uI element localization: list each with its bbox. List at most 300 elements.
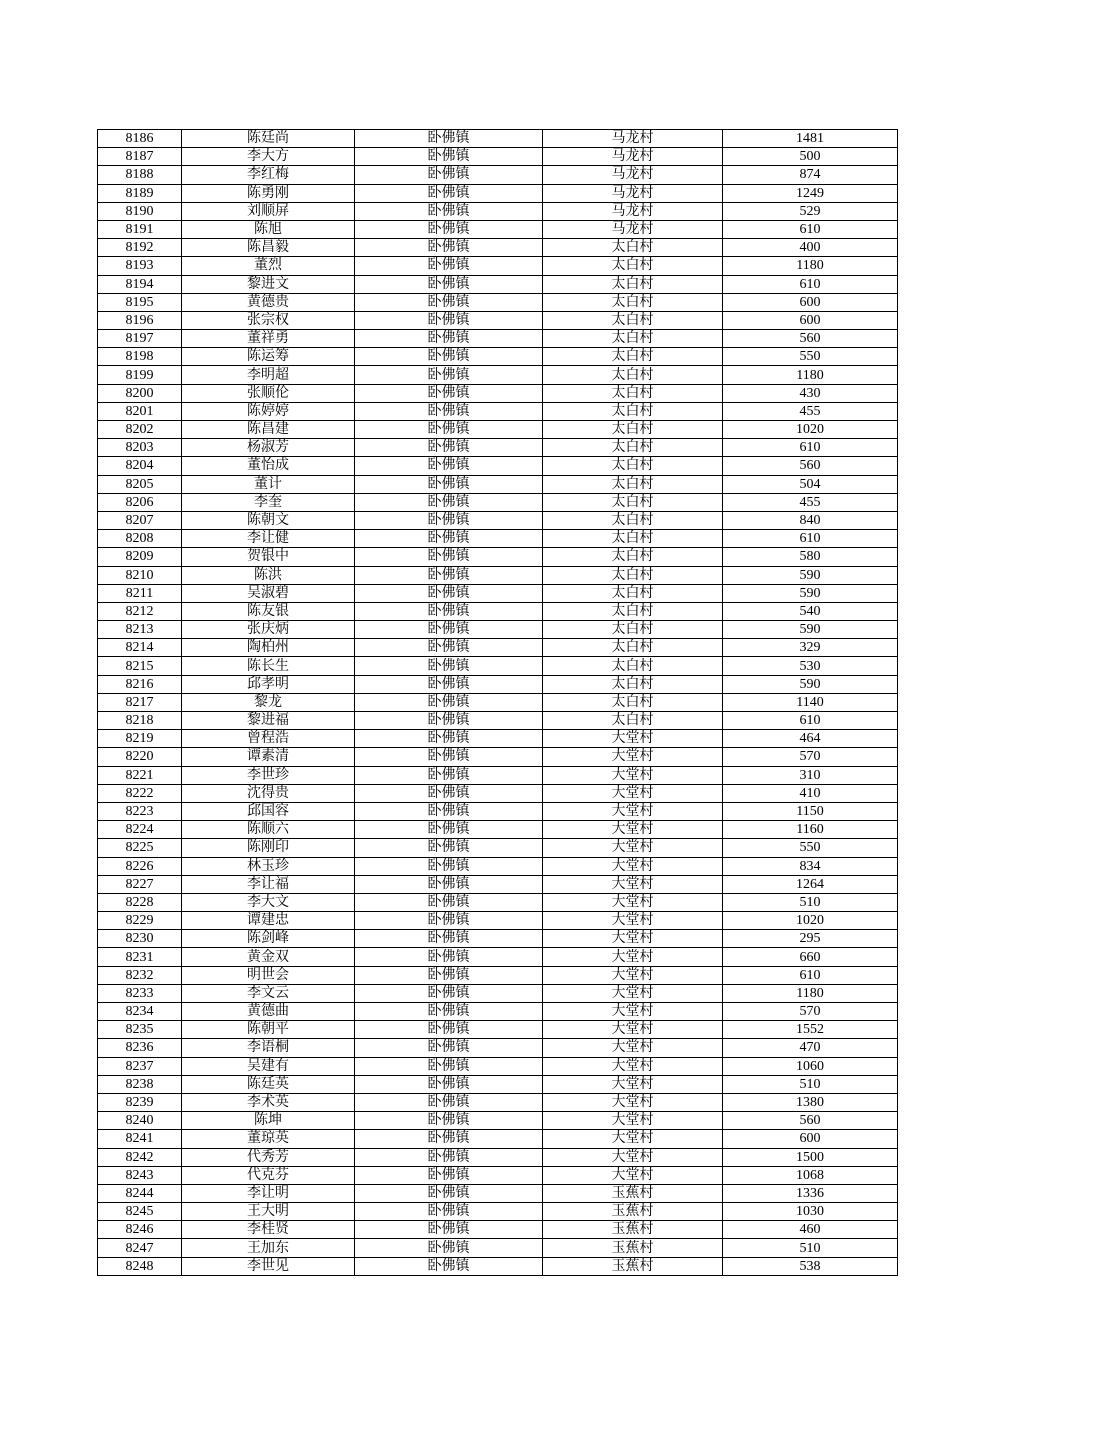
town-cell: 卧佛镇	[355, 348, 543, 366]
amount-cell: 610	[723, 439, 898, 457]
town-cell: 卧佛镇	[355, 730, 543, 748]
name-cell: 李世见	[182, 1257, 355, 1275]
village-cell: 太白村	[543, 275, 723, 293]
name-cell: 代克芬	[182, 1166, 355, 1184]
table-row	[98, 530, 898, 548]
amount-cell: 610	[723, 275, 898, 293]
row-number-cell: 8204	[98, 457, 182, 475]
town-cell: 卧佛镇	[355, 548, 543, 566]
village-cell: 玉蕉村	[543, 1203, 723, 1221]
row-number-cell: 8213	[98, 621, 182, 639]
row-number-cell: 8227	[98, 875, 182, 893]
table-row	[98, 439, 898, 457]
name-cell: 陈婷婷	[182, 402, 355, 420]
town-cell: 卧佛镇	[355, 1112, 543, 1130]
village-cell: 大堂村	[543, 930, 723, 948]
row-number-cell: 8220	[98, 748, 182, 766]
village-cell: 太白村	[543, 402, 723, 420]
name-cell: 张顺伦	[182, 384, 355, 402]
village-cell: 太白村	[543, 475, 723, 493]
town-cell: 卧佛镇	[355, 1239, 543, 1257]
town-cell: 卧佛镇	[355, 220, 543, 238]
amount-cell: 529	[723, 202, 898, 220]
town-cell: 卧佛镇	[355, 148, 543, 166]
village-cell: 大堂村	[543, 1166, 723, 1184]
amount-cell: 510	[723, 893, 898, 911]
town-cell: 卧佛镇	[355, 966, 543, 984]
roster-sheet	[97, 129, 898, 1276]
town-cell: 卧佛镇	[355, 657, 543, 675]
town-cell: 卧佛镇	[355, 1221, 543, 1239]
village-cell: 大堂村	[543, 730, 723, 748]
town-cell: 卧佛镇	[355, 784, 543, 802]
name-cell: 陈勇刚	[182, 184, 355, 202]
town-cell: 卧佛镇	[355, 893, 543, 911]
row-number-cell: 8193	[98, 257, 182, 275]
row-number-cell: 8205	[98, 475, 182, 493]
amount-cell: 570	[723, 748, 898, 766]
town-cell: 卧佛镇	[355, 802, 543, 820]
table-row	[98, 293, 898, 311]
row-number-cell: 8191	[98, 220, 182, 238]
row-number-cell: 8197	[98, 330, 182, 348]
row-number-cell: 8216	[98, 675, 182, 693]
name-cell: 黄金双	[182, 948, 355, 966]
amount-cell: 840	[723, 511, 898, 529]
table-row	[98, 912, 898, 930]
amount-cell: 500	[723, 148, 898, 166]
town-cell: 卧佛镇	[355, 821, 543, 839]
row-number-cell: 8195	[98, 293, 182, 311]
name-cell: 陶柏州	[182, 639, 355, 657]
town-cell: 卧佛镇	[355, 257, 543, 275]
amount-cell: 610	[723, 966, 898, 984]
town-cell: 卧佛镇	[355, 1039, 543, 1057]
name-cell: 陈长生	[182, 657, 355, 675]
table-row	[98, 257, 898, 275]
amount-cell: 570	[723, 1003, 898, 1021]
table-row	[98, 730, 898, 748]
name-cell: 李文云	[182, 984, 355, 1002]
row-number-cell: 8186	[98, 130, 182, 148]
row-number-cell: 8244	[98, 1184, 182, 1202]
name-cell: 陈旭	[182, 220, 355, 238]
row-number-cell: 8224	[98, 821, 182, 839]
town-cell: 卧佛镇	[355, 511, 543, 529]
town-cell: 卧佛镇	[355, 675, 543, 693]
amount-cell: 504	[723, 475, 898, 493]
village-cell: 大堂村	[543, 1130, 723, 1148]
village-cell: 太白村	[543, 511, 723, 529]
village-cell: 玉蕉村	[543, 1257, 723, 1275]
row-number-cell: 8198	[98, 348, 182, 366]
row-number-cell: 8214	[98, 639, 182, 657]
village-cell: 太白村	[543, 366, 723, 384]
row-number-cell: 8228	[98, 893, 182, 911]
row-number-cell: 8234	[98, 1003, 182, 1021]
town-cell: 卧佛镇	[355, 1184, 543, 1202]
name-cell: 李明超	[182, 366, 355, 384]
row-number-cell: 8218	[98, 712, 182, 730]
amount-cell: 660	[723, 948, 898, 966]
row-number-cell: 8232	[98, 966, 182, 984]
table-row	[98, 1148, 898, 1166]
village-cell: 太白村	[543, 602, 723, 620]
name-cell: 黎进福	[182, 712, 355, 730]
table-row	[98, 984, 898, 1002]
table-row	[98, 202, 898, 220]
village-cell: 太白村	[543, 293, 723, 311]
village-cell: 马龙村	[543, 220, 723, 238]
row-number-cell: 8248	[98, 1257, 182, 1275]
name-cell: 董琼英	[182, 1130, 355, 1148]
table-row	[98, 1257, 898, 1275]
amount-cell: 460	[723, 1221, 898, 1239]
town-cell: 卧佛镇	[355, 1021, 543, 1039]
village-cell: 马龙村	[543, 184, 723, 202]
table-row	[98, 166, 898, 184]
row-number-cell: 8247	[98, 1239, 182, 1257]
table-row	[98, 1239, 898, 1257]
amount-cell: 540	[723, 602, 898, 620]
row-number-cell: 8212	[98, 602, 182, 620]
table-row	[98, 639, 898, 657]
village-cell: 太白村	[543, 548, 723, 566]
name-cell: 李红梅	[182, 166, 355, 184]
name-cell: 明世会	[182, 966, 355, 984]
table-row	[98, 1093, 898, 1111]
table-row	[98, 311, 898, 329]
village-cell: 太白村	[543, 311, 723, 329]
village-cell: 大堂村	[543, 1112, 723, 1130]
row-number-cell: 8242	[98, 1148, 182, 1166]
table-row	[98, 384, 898, 402]
amount-cell: 590	[723, 566, 898, 584]
village-cell: 大堂村	[543, 857, 723, 875]
table-row	[98, 493, 898, 511]
name-cell: 吴建有	[182, 1057, 355, 1075]
row-number-cell: 8219	[98, 730, 182, 748]
name-cell: 谭建忠	[182, 912, 355, 930]
name-cell: 李大文	[182, 893, 355, 911]
table-row	[98, 875, 898, 893]
amount-cell: 550	[723, 348, 898, 366]
row-number-cell: 8208	[98, 530, 182, 548]
village-cell: 大堂村	[543, 1057, 723, 1075]
amount-cell: 1500	[723, 1148, 898, 1166]
row-number-cell: 8192	[98, 239, 182, 257]
table-row	[98, 275, 898, 293]
row-number-cell: 8211	[98, 584, 182, 602]
village-cell: 大堂村	[543, 984, 723, 1002]
table-row	[98, 402, 898, 420]
town-cell: 卧佛镇	[355, 1093, 543, 1111]
table-row	[98, 130, 898, 148]
village-cell: 玉蕉村	[543, 1184, 723, 1202]
amount-cell: 538	[723, 1257, 898, 1275]
name-cell: 李奎	[182, 493, 355, 511]
name-cell: 谭素清	[182, 748, 355, 766]
village-cell: 太白村	[543, 693, 723, 711]
table-row	[98, 602, 898, 620]
village-cell: 太白村	[543, 457, 723, 475]
village-cell: 大堂村	[543, 966, 723, 984]
row-number-cell: 8223	[98, 802, 182, 820]
name-cell: 张庆炳	[182, 621, 355, 639]
village-cell: 太白村	[543, 584, 723, 602]
name-cell: 黎龙	[182, 693, 355, 711]
town-cell: 卧佛镇	[355, 1148, 543, 1166]
amount-cell: 1160	[723, 821, 898, 839]
amount-cell: 1264	[723, 875, 898, 893]
town-cell: 卧佛镇	[355, 948, 543, 966]
table-row	[98, 184, 898, 202]
row-number-cell: 8189	[98, 184, 182, 202]
town-cell: 卧佛镇	[355, 1003, 543, 1021]
table-row	[98, 657, 898, 675]
table-row	[98, 1130, 898, 1148]
town-cell: 卧佛镇	[355, 384, 543, 402]
town-cell: 卧佛镇	[355, 530, 543, 548]
name-cell: 陈友银	[182, 602, 355, 620]
name-cell: 李语桐	[182, 1039, 355, 1057]
row-number-cell: 8190	[98, 202, 182, 220]
town-cell: 卧佛镇	[355, 311, 543, 329]
name-cell: 李桂贤	[182, 1221, 355, 1239]
name-cell: 沈得贵	[182, 784, 355, 802]
name-cell: 杨淑芳	[182, 439, 355, 457]
village-cell: 玉蕉村	[543, 1239, 723, 1257]
name-cell: 李让明	[182, 1184, 355, 1202]
row-number-cell: 8215	[98, 657, 182, 675]
town-cell: 卧佛镇	[355, 1130, 543, 1148]
amount-cell: 590	[723, 584, 898, 602]
row-number-cell: 8231	[98, 948, 182, 966]
town-cell: 卧佛镇	[355, 930, 543, 948]
row-number-cell: 8187	[98, 148, 182, 166]
name-cell: 邱国容	[182, 802, 355, 820]
table-row	[98, 839, 898, 857]
table-row	[98, 1166, 898, 1184]
name-cell: 黄德曲	[182, 1003, 355, 1021]
table-row	[98, 1003, 898, 1021]
village-cell: 太白村	[543, 348, 723, 366]
amount-cell: 455	[723, 402, 898, 420]
town-cell: 卧佛镇	[355, 1257, 543, 1275]
row-number-cell: 8235	[98, 1021, 182, 1039]
amount-cell: 464	[723, 730, 898, 748]
amount-cell: 329	[723, 639, 898, 657]
table-row	[98, 966, 898, 984]
name-cell: 董烈	[182, 257, 355, 275]
table-row	[98, 857, 898, 875]
amount-cell: 410	[723, 784, 898, 802]
village-cell: 大堂村	[543, 784, 723, 802]
name-cell: 李术英	[182, 1093, 355, 1111]
village-cell: 大堂村	[543, 1075, 723, 1093]
town-cell: 卧佛镇	[355, 875, 543, 893]
name-cell: 王加东	[182, 1239, 355, 1257]
name-cell: 陈顺六	[182, 821, 355, 839]
row-number-cell: 8241	[98, 1130, 182, 1148]
amount-cell: 600	[723, 1130, 898, 1148]
amount-cell: 610	[723, 712, 898, 730]
town-cell: 卧佛镇	[355, 475, 543, 493]
name-cell: 陈刚印	[182, 839, 355, 857]
amount-cell: 1380	[723, 1093, 898, 1111]
town-cell: 卧佛镇	[355, 693, 543, 711]
name-cell: 董计	[182, 475, 355, 493]
row-number-cell: 8240	[98, 1112, 182, 1130]
amount-cell: 834	[723, 857, 898, 875]
town-cell: 卧佛镇	[355, 566, 543, 584]
table-row	[98, 348, 898, 366]
table-row	[98, 784, 898, 802]
town-cell: 卧佛镇	[355, 439, 543, 457]
village-cell: 大堂村	[543, 1093, 723, 1111]
town-cell: 卧佛镇	[355, 621, 543, 639]
row-number-cell: 8229	[98, 912, 182, 930]
town-cell: 卧佛镇	[355, 602, 543, 620]
town-cell: 卧佛镇	[355, 748, 543, 766]
table-row	[98, 511, 898, 529]
village-cell: 大堂村	[543, 893, 723, 911]
village-cell: 太白村	[543, 566, 723, 584]
name-cell: 陈坤	[182, 1112, 355, 1130]
name-cell: 陈朝文	[182, 511, 355, 529]
name-cell: 李让福	[182, 875, 355, 893]
row-number-cell: 8225	[98, 839, 182, 857]
row-number-cell: 8245	[98, 1203, 182, 1221]
roster-table	[97, 129, 898, 1276]
town-cell: 卧佛镇	[355, 202, 543, 220]
row-number-cell: 8222	[98, 784, 182, 802]
amount-cell: 580	[723, 548, 898, 566]
amount-cell: 470	[723, 1039, 898, 1057]
amount-cell: 1068	[723, 1166, 898, 1184]
village-cell: 大堂村	[543, 1148, 723, 1166]
name-cell: 李大方	[182, 148, 355, 166]
table-row	[98, 1203, 898, 1221]
row-number-cell: 8196	[98, 311, 182, 329]
village-cell: 太白村	[543, 257, 723, 275]
town-cell: 卧佛镇	[355, 766, 543, 784]
table-row	[98, 930, 898, 948]
table-row	[98, 1021, 898, 1039]
row-number-cell: 8236	[98, 1039, 182, 1057]
village-cell: 太白村	[543, 639, 723, 657]
row-number-cell: 8203	[98, 439, 182, 457]
amount-cell: 1020	[723, 421, 898, 439]
village-cell: 马龙村	[543, 202, 723, 220]
table-row	[98, 1184, 898, 1202]
amount-cell: 1020	[723, 912, 898, 930]
amount-cell: 1180	[723, 984, 898, 1002]
row-number-cell: 8246	[98, 1221, 182, 1239]
amount-cell: 430	[723, 384, 898, 402]
town-cell: 卧佛镇	[355, 712, 543, 730]
amount-cell: 1336	[723, 1184, 898, 1202]
table-row	[98, 1039, 898, 1057]
amount-cell: 600	[723, 293, 898, 311]
amount-cell: 1481	[723, 130, 898, 148]
amount-cell: 560	[723, 1112, 898, 1130]
table-row	[98, 693, 898, 711]
town-cell: 卧佛镇	[355, 1203, 543, 1221]
table-row	[98, 621, 898, 639]
village-cell: 马龙村	[543, 166, 723, 184]
amount-cell: 1552	[723, 1021, 898, 1039]
name-cell: 陈运筹	[182, 348, 355, 366]
amount-cell: 590	[723, 675, 898, 693]
amount-cell: 600	[723, 311, 898, 329]
row-number-cell: 8217	[98, 693, 182, 711]
amount-cell: 610	[723, 220, 898, 238]
row-number-cell: 8238	[98, 1075, 182, 1093]
table-row	[98, 239, 898, 257]
table-row	[98, 220, 898, 238]
table-row	[98, 548, 898, 566]
name-cell: 张宗权	[182, 311, 355, 329]
name-cell: 陈昌建	[182, 421, 355, 439]
town-cell: 卧佛镇	[355, 1166, 543, 1184]
town-cell: 卧佛镇	[355, 639, 543, 657]
table-row	[98, 1221, 898, 1239]
row-number-cell: 8188	[98, 166, 182, 184]
town-cell: 卧佛镇	[355, 1075, 543, 1093]
name-cell: 陈廷英	[182, 1075, 355, 1093]
village-cell: 太白村	[543, 712, 723, 730]
town-cell: 卧佛镇	[355, 239, 543, 257]
row-number-cell: 8221	[98, 766, 182, 784]
town-cell: 卧佛镇	[355, 293, 543, 311]
town-cell: 卧佛镇	[355, 493, 543, 511]
amount-cell: 550	[723, 839, 898, 857]
amount-cell: 530	[723, 657, 898, 675]
table-row	[98, 748, 898, 766]
village-cell: 大堂村	[543, 766, 723, 784]
amount-cell: 400	[723, 239, 898, 257]
village-cell: 太白村	[543, 621, 723, 639]
amount-cell: 610	[723, 530, 898, 548]
amount-cell: 874	[723, 166, 898, 184]
town-cell: 卧佛镇	[355, 912, 543, 930]
village-cell: 大堂村	[543, 875, 723, 893]
table-row	[98, 821, 898, 839]
table-row	[98, 893, 898, 911]
row-number-cell: 8201	[98, 402, 182, 420]
table-row	[98, 1112, 898, 1130]
village-cell: 马龙村	[543, 130, 723, 148]
name-cell: 林玉珍	[182, 857, 355, 875]
village-cell: 大堂村	[543, 1003, 723, 1021]
town-cell: 卧佛镇	[355, 330, 543, 348]
town-cell: 卧佛镇	[355, 839, 543, 857]
amount-cell: 1030	[723, 1203, 898, 1221]
village-cell: 马龙村	[543, 148, 723, 166]
table-row	[98, 475, 898, 493]
village-cell: 大堂村	[543, 821, 723, 839]
amount-cell: 1140	[723, 693, 898, 711]
town-cell: 卧佛镇	[355, 402, 543, 420]
village-cell: 太白村	[543, 239, 723, 257]
row-number-cell: 8200	[98, 384, 182, 402]
village-cell: 玉蕉村	[543, 1221, 723, 1239]
amount-cell: 510	[723, 1075, 898, 1093]
row-number-cell: 8194	[98, 275, 182, 293]
row-number-cell: 8239	[98, 1093, 182, 1111]
name-cell: 陈朝平	[182, 1021, 355, 1039]
